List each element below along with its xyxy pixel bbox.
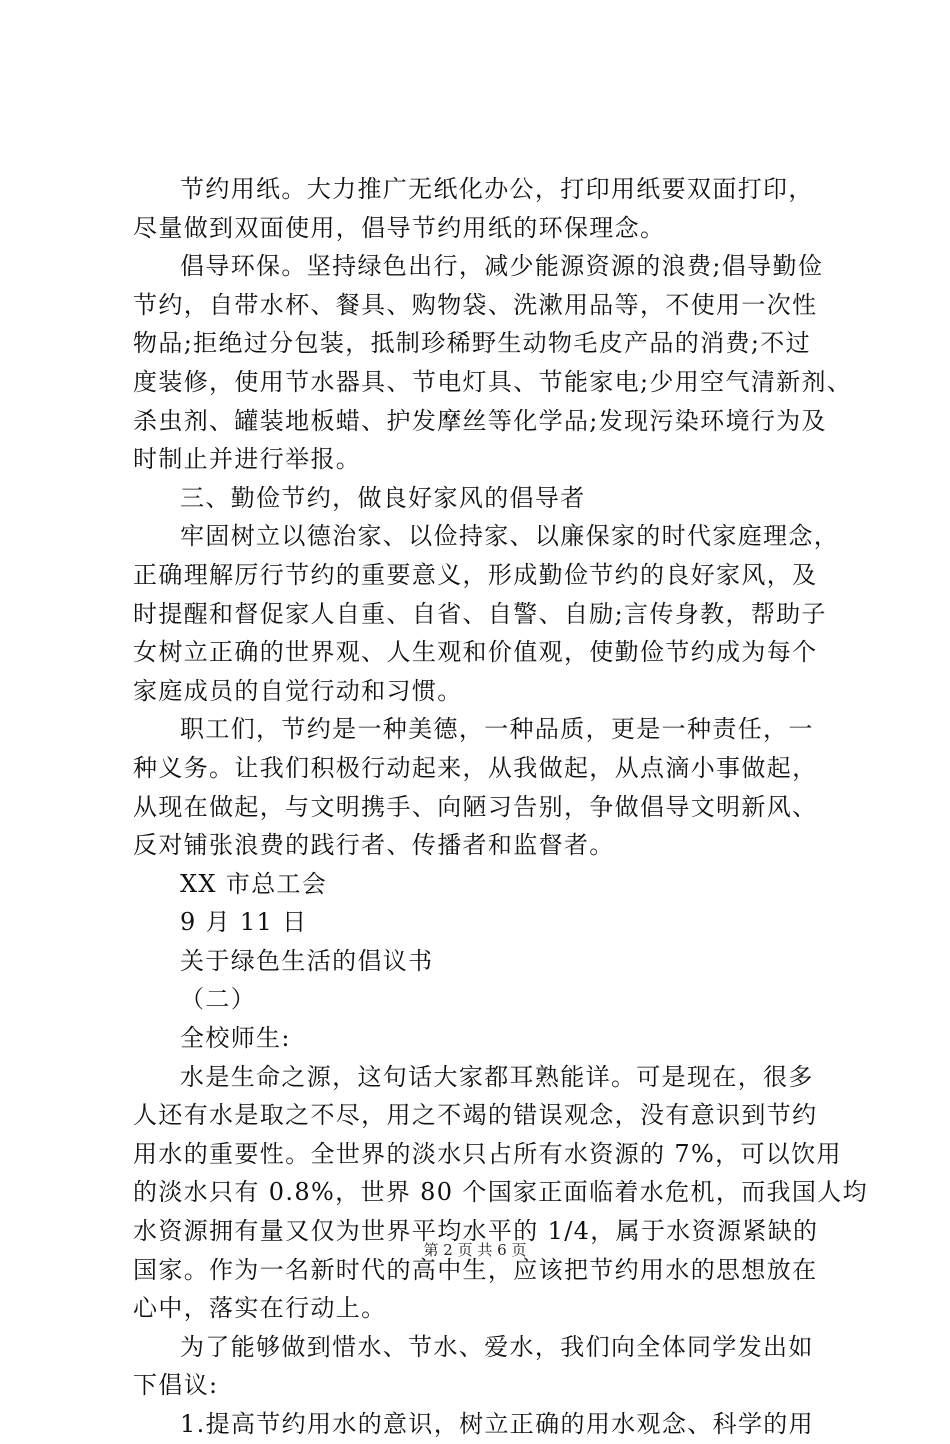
text-line: 的淡水只有 0.8%，世界 80 个国家正面临着水危机，而我国人均 bbox=[133, 1178, 868, 1207]
text-line: 全校师生: bbox=[180, 1024, 291, 1053]
text-line: （二） bbox=[180, 985, 257, 1014]
text-line: 9 月 11 日 bbox=[180, 908, 308, 937]
text-line: 时提醒和督促家人自重、自省、自警、自励;言传身教，帮助子 bbox=[133, 599, 827, 628]
text-line: 度装修，使用节水器具、节电灯具、节能家电;少用空气清新剂、 bbox=[133, 367, 853, 396]
text-line: 杀虫剂、罐装地板蜡、护发摩丝等化学品;发现污染环境行为及 bbox=[133, 406, 827, 435]
text-line: 三、勤俭节约，做良好家风的倡导者 bbox=[180, 483, 586, 512]
text-line: 从现在做起，与文明携手、向陋习告别，争做倡导文明新风、 bbox=[133, 792, 818, 821]
text-line: 为了能够做到惜水、节水、爱水，我们向全体同学发出如 bbox=[180, 1332, 814, 1361]
text-line: 关于绿色生活的倡议书 bbox=[180, 946, 434, 975]
text-line: 节约用纸。大力推广无纸化办公，打印用纸要双面打印， bbox=[180, 175, 814, 203]
text-line: XX 市总工会 bbox=[180, 869, 328, 898]
text-line: 家庭成员的自觉行动和习惯。 bbox=[133, 676, 463, 705]
text-line: 下倡议: bbox=[133, 1371, 219, 1400]
text-line: 节约，自带水杯、餐具、购物袋、洗漱用品等，不使用一次性 bbox=[133, 290, 818, 319]
text-line: 物品;拒绝过分包装，抵制珍稀野生动物毛皮产品的消费;不过 bbox=[133, 329, 811, 358]
text-line: 种义务。让我们积极行动起来，从我做起，从点滴小事做起， bbox=[133, 753, 818, 782]
text-line: 国家。作为一名新时代的高中生，应该把节约用水的思想放在 bbox=[133, 1255, 818, 1284]
text-line: 牢固树立以德治家、以俭持家、以廉保家的时代家庭理念， bbox=[180, 522, 840, 551]
text-line: 用水的重要性。全世界的淡水只占所有水资源的 7%，可以饮用 bbox=[133, 1139, 842, 1168]
text-line: 女树立正确的世界观、人生观和价值观，使勤俭节约成为每个 bbox=[133, 638, 818, 667]
text-line: 时制止并进行举报。 bbox=[133, 445, 362, 474]
text-line: 倡导环保。坚持绿色出行，减少能源资源的浪费;倡导勤俭 bbox=[180, 252, 824, 281]
text-line: 尽量做到双面使用，倡导节约用纸的环保理念。 bbox=[133, 213, 666, 242]
text-line: 心中，落实在行动上。 bbox=[133, 1294, 387, 1323]
text-line: 正确理解厉行节约的重要意义，形成勤俭节约的良好家风，及 bbox=[133, 560, 818, 589]
text-line: 1.提高节约用水的意识，树立正确的用水观念、科学的用 bbox=[180, 1410, 814, 1438]
text-line: 反对铺张浪费的践行者、传播者和监督者。 bbox=[133, 831, 615, 860]
page-footer: 第 2 页 共 6 页 bbox=[423, 1241, 527, 1259]
text-line: 职工们，节约是一种美德，一种品质，更是一种责任，一 bbox=[180, 715, 814, 744]
text-line: 水资源拥有量又仅为世界平均水平的 1/4，属于水资源紧缺的 bbox=[133, 1217, 819, 1246]
text-line: 水是生命之源，这句话大家都耳熟能详。可是现在，很多 bbox=[180, 1062, 814, 1091]
text-line: 人还有水是取之不尽，用之不竭的错误观念，没有意识到节约 bbox=[133, 1101, 818, 1130]
